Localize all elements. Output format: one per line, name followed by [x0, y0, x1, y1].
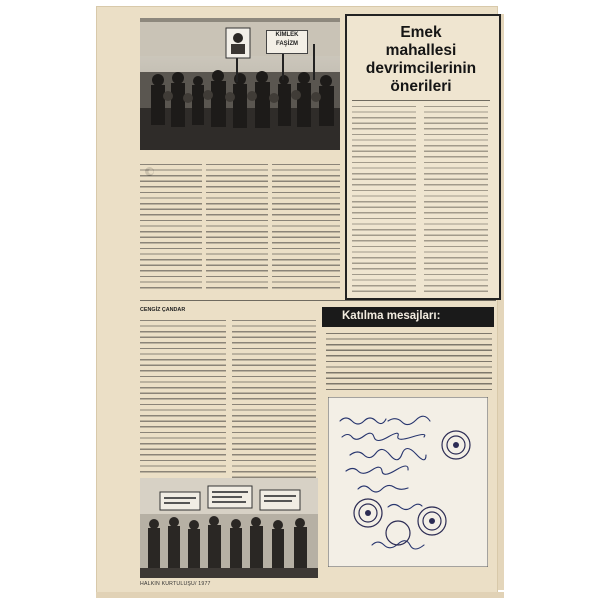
placard-banner: [266, 30, 308, 54]
upper-text-col-1: [140, 162, 202, 292]
headline-rule: [352, 100, 490, 101]
demonstration-photo: [140, 18, 340, 150]
section-divider: [140, 300, 496, 301]
page-footer-caption: HALKIN KURTULUŞU/ 1977: [140, 581, 211, 587]
banner-line-2: FAŞİZM: [276, 41, 298, 47]
headline-line-1: Emek: [400, 24, 442, 41]
katilma-body-text: [326, 331, 492, 393]
handwritten-message: [328, 397, 488, 567]
headline-box-text-col-2: [424, 104, 488, 292]
upper-text-col-2: [206, 162, 268, 292]
march-photo: [140, 478, 318, 578]
article-headline: [352, 24, 490, 96]
headline-line-2: mahallesi: [385, 42, 457, 59]
headline-line-3: devrimcilerinin: [365, 60, 477, 77]
lower-text-col-1: [140, 318, 226, 474]
katilma-title: Katılma mesajları:: [342, 310, 441, 322]
upper-text-col-3: [272, 162, 340, 292]
page-bottom-shadow: [96, 592, 504, 598]
headline-line-4: önerileri: [390, 78, 452, 95]
headline-box-text-col-1: [352, 104, 416, 292]
lower-article-byline: CENGİZ ÇANDAR: [140, 307, 186, 313]
banner-line-1: KİMLEK: [275, 32, 299, 38]
